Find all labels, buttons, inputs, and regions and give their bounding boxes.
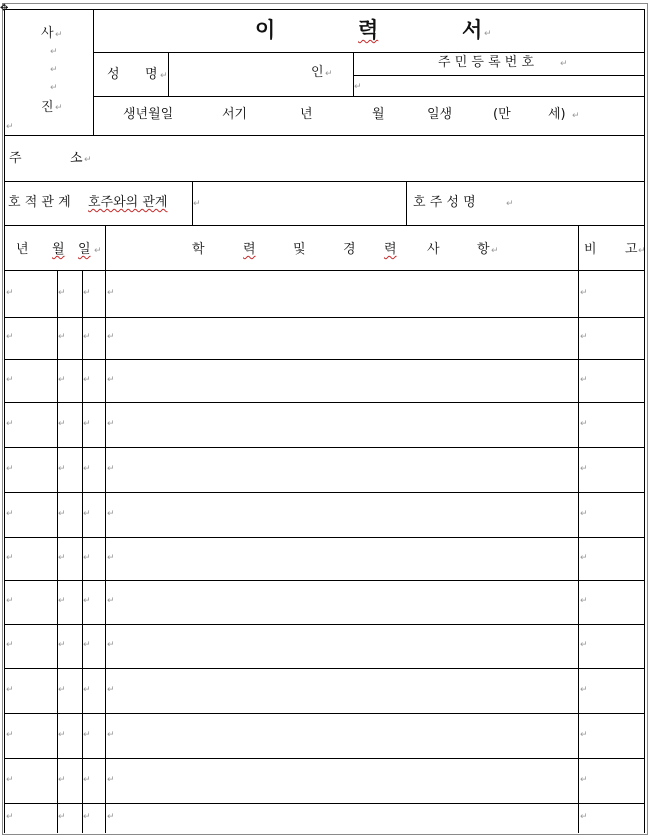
- paragraph-mark: ↵: [58, 375, 66, 385]
- history-col-note-b: 고: [625, 242, 638, 257]
- history-day-cell[interactable]: [82, 625, 105, 668]
- paragraph-mark: ↵: [193, 199, 201, 209]
- paragraph-mark: ↵: [484, 29, 492, 39]
- history-col-year: 년: [16, 242, 29, 257]
- history-day-cell[interactable]: [82, 271, 105, 317]
- table-row: [0, 625, 650, 668]
- paragraph-mark: ↵: [83, 288, 91, 298]
- history-month-cell[interactable]: [57, 759, 82, 803]
- paragraph-mark: ↵: [6, 685, 14, 695]
- history-month-cell[interactable]: [57, 625, 82, 668]
- border-top: [4, 9, 644, 10]
- paragraph-mark: ↵: [55, 30, 63, 40]
- table-row: [0, 714, 650, 758]
- paragraph-mark: ↵: [83, 596, 91, 606]
- paragraph-mark: ↵: [55, 103, 63, 113]
- paragraph-mark: ↵: [50, 65, 58, 75]
- birth-era: 서기: [222, 107, 248, 122]
- table-row: [0, 669, 650, 713]
- history-year-cell[interactable]: [5, 581, 57, 624]
- birth-year: 년: [300, 107, 313, 122]
- paragraph-mark: ↵: [6, 288, 14, 298]
- history-year-cell[interactable]: [5, 448, 57, 492]
- table-row: [0, 403, 650, 447]
- history-month-cell[interactable]: [57, 403, 82, 447]
- id-number-label: 주 민 등 록 번 호: [438, 55, 535, 70]
- photo-label-2: 진: [41, 100, 54, 115]
- paragraph-mark: ↵: [58, 464, 66, 474]
- head-name-field[interactable]: [515, 184, 640, 222]
- photo-divider: [93, 9, 94, 136]
- paragraph-mark: ↵: [107, 288, 115, 298]
- paragraph-mark: ↵: [107, 730, 115, 740]
- history-year-cell[interactable]: [5, 360, 57, 402]
- paragraph-mark: ↵: [6, 375, 14, 385]
- table-row: [0, 804, 650, 833]
- paragraph-mark: ↵: [83, 419, 91, 429]
- paragraph-mark: ↵: [58, 419, 66, 429]
- paragraph-mark: ↵: [107, 419, 115, 429]
- paragraph-mark: ↵: [83, 775, 91, 785]
- history-day-cell[interactable]: [82, 538, 105, 580]
- paragraph-mark: ↵: [84, 155, 92, 165]
- history-month-cell[interactable]: [57, 538, 82, 580]
- history-day-cell[interactable]: [82, 318, 105, 359]
- paragraph-mark: ↵: [354, 82, 362, 92]
- history-year-cell[interactable]: [5, 493, 57, 537]
- history-desc-cell[interactable]: [106, 318, 578, 359]
- history-col-month: 월: [52, 242, 65, 257]
- history-year-cell[interactable]: [5, 318, 57, 359]
- history-day-cell[interactable]: [82, 493, 105, 537]
- history-note-cell[interactable]: [579, 581, 644, 624]
- history-desc-cell[interactable]: [106, 625, 578, 668]
- seal-label: 인: [311, 65, 324, 80]
- paragraph-mark: ↵: [83, 730, 91, 740]
- history-month-cell[interactable]: [57, 360, 82, 402]
- history-year-cell[interactable]: [5, 714, 57, 758]
- birth-day: 일생: [427, 107, 453, 122]
- paragraph-mark: ↵: [107, 464, 115, 474]
- paragraph-mark: ↵: [58, 332, 66, 342]
- paragraph-mark: ↵: [94, 246, 102, 256]
- history-desc-cell[interactable]: [106, 403, 578, 447]
- anchor-mark: ✥: [0, 3, 9, 14]
- history-day-cell[interactable]: [82, 581, 105, 624]
- paragraph-mark: ↵: [58, 812, 66, 822]
- title-char-3: 서: [462, 18, 483, 42]
- paragraph-mark: ↵: [491, 246, 499, 256]
- history-day-cell[interactable]: [82, 759, 105, 803]
- table-row: [0, 318, 650, 359]
- paragraph-mark: ↵: [6, 596, 14, 606]
- photo-label-1: 사: [41, 26, 54, 41]
- paragraph-mark: ↵: [580, 685, 588, 695]
- paragraph-mark: ↵: [58, 640, 66, 650]
- history-desc-cell[interactable]: [106, 448, 578, 492]
- registry-label: 호 적 관 계: [8, 195, 71, 210]
- name-label-divider: [168, 52, 169, 96]
- id-number-rule: [353, 75, 644, 76]
- paragraph-mark: ↵: [58, 775, 66, 785]
- table-row: [0, 581, 650, 624]
- paragraph-mark: ↵: [506, 199, 514, 209]
- history-note-cell[interactable]: [579, 669, 644, 713]
- history-desc-char-1: 학: [192, 242, 205, 257]
- history-desc-cell[interactable]: [106, 271, 578, 317]
- paragraph-mark: ↵: [6, 419, 14, 429]
- paragraph-mark: ↵: [107, 553, 115, 563]
- address-field[interactable]: [96, 138, 640, 178]
- history-note-cell[interactable]: [579, 538, 644, 580]
- paragraph-mark: ↵: [638, 246, 646, 256]
- history-note-cell[interactable]: [579, 759, 644, 803]
- paragraph-mark: ↵: [50, 83, 58, 93]
- paragraph-mark: ↵: [83, 464, 91, 474]
- paragraph-mark: ↵: [580, 775, 588, 785]
- paragraph-mark: ↵: [107, 596, 115, 606]
- paragraph-mark: ↵: [6, 122, 14, 132]
- history-note-cell[interactable]: [579, 403, 644, 447]
- paragraph-mark: ↵: [580, 375, 588, 385]
- paragraph-mark: ↵: [6, 812, 14, 822]
- paragraph-mark: ↵: [580, 332, 588, 342]
- history-day-cell[interactable]: [82, 804, 105, 833]
- paragraph-mark: ↵: [6, 553, 14, 563]
- name-label-a: 성: [107, 67, 120, 82]
- history-month-cell[interactable]: [57, 804, 82, 833]
- id-number-field[interactable]: [362, 77, 640, 95]
- paragraph-mark: ↵: [83, 685, 91, 695]
- paragraph-mark: ↵: [83, 812, 91, 822]
- history-month-cell[interactable]: [57, 581, 82, 624]
- paragraph-mark: ↵: [6, 332, 14, 342]
- paragraph-mark: ↵: [325, 69, 333, 79]
- title-char-1: 이: [255, 18, 276, 42]
- paragraph-mark: ↵: [6, 730, 14, 740]
- relation-field[interactable]: [200, 184, 400, 222]
- history-desc-cell[interactable]: [106, 804, 578, 833]
- paragraph-mark: ↵: [6, 464, 14, 474]
- history-note-cell[interactable]: [579, 804, 644, 833]
- paragraph-mark: ↵: [580, 596, 588, 606]
- paragraph-mark: ↵: [107, 775, 115, 785]
- history-year-cell[interactable]: [5, 271, 57, 317]
- paragraph-mark: ↵: [580, 288, 588, 298]
- history-desc-cell[interactable]: [106, 759, 578, 803]
- paragraph-mark: ↵: [580, 419, 588, 429]
- history-note-cell[interactable]: [579, 448, 644, 492]
- paragraph-mark: ↵: [107, 812, 115, 822]
- birth-age-close: 세): [548, 107, 566, 122]
- table-row: [0, 271, 650, 317]
- table-row: [0, 759, 650, 803]
- history-day-cell[interactable]: [82, 714, 105, 758]
- head-name-divider: [406, 181, 407, 225]
- head-name-label: 호 주 성 명: [413, 195, 476, 210]
- paragraph-mark: ↵: [107, 640, 115, 650]
- history-year-cell[interactable]: [5, 403, 57, 447]
- history-month-cell[interactable]: [57, 271, 82, 317]
- registry-rule: [4, 225, 644, 226]
- history-note-cell[interactable]: [579, 318, 644, 359]
- paragraph-mark: ↵: [107, 685, 115, 695]
- history-desc-cell[interactable]: [106, 493, 578, 537]
- history-month-cell[interactable]: [57, 493, 82, 537]
- paragraph-mark: ↵: [580, 730, 588, 740]
- paragraph-mark: ↵: [83, 640, 91, 650]
- history-day-cell[interactable]: [82, 360, 105, 402]
- paragraph-mark: ↵: [580, 464, 588, 474]
- name-rule: [93, 96, 644, 97]
- history-month-cell[interactable]: [57, 448, 82, 492]
- paragraph-mark: ↵: [560, 59, 568, 69]
- address-label-a: 주: [9, 151, 22, 166]
- history-month-cell[interactable]: [57, 318, 82, 359]
- paragraph-mark: ↵: [58, 685, 66, 695]
- paragraph-mark: ↵: [58, 509, 66, 519]
- paragraph-mark: ↵: [50, 47, 58, 57]
- paragraph-mark: ↵: [580, 812, 588, 822]
- history-note-cell[interactable]: [579, 360, 644, 402]
- birth-month: 월: [372, 107, 385, 122]
- paragraph-mark: ↵: [107, 375, 115, 385]
- name-label-b: 명: [145, 67, 158, 82]
- history-year-cell[interactable]: [5, 625, 57, 668]
- history-day-cell[interactable]: [82, 669, 105, 713]
- paragraph-mark: ↵: [83, 375, 91, 385]
- paragraph-mark: ↵: [580, 509, 588, 519]
- table-row: [0, 493, 650, 537]
- history-day-cell[interactable]: [82, 448, 105, 492]
- paragraph-mark: ↵: [58, 596, 66, 606]
- history-desc-char-6: 사: [427, 242, 440, 257]
- birth-label: 생년월일: [123, 107, 174, 122]
- paragraph-mark: ↵: [58, 730, 66, 740]
- paragraph-mark: ↵: [6, 640, 14, 650]
- history-note-cell[interactable]: [579, 625, 644, 668]
- history-year-cell[interactable]: [5, 669, 57, 713]
- history-desc-char-3: 및: [293, 242, 306, 257]
- paragraph-mark: ↵: [83, 553, 91, 563]
- paragraph-mark: ↵: [58, 553, 66, 563]
- table-row: [0, 448, 650, 492]
- paragraph-mark: ↵: [572, 111, 580, 121]
- history-desc-cell[interactable]: [106, 669, 578, 713]
- paragraph-mark: ↵: [580, 553, 588, 563]
- history-year-cell[interactable]: [5, 759, 57, 803]
- history-desc-cell[interactable]: [106, 538, 578, 580]
- title-char-2: 력: [358, 18, 379, 42]
- history-col-note-a: 비: [584, 242, 597, 257]
- history-desc-cell[interactable]: [106, 360, 578, 402]
- birth-rule: [4, 135, 644, 136]
- paragraph-mark: ↵: [580, 640, 588, 650]
- paragraph-mark: ↵: [6, 775, 14, 785]
- paragraph-mark: ↵: [58, 288, 66, 298]
- table-row: [0, 538, 650, 580]
- history-desc-char-7: 항: [477, 242, 490, 257]
- history-month-cell[interactable]: [57, 669, 82, 713]
- paragraph-mark: ↵: [160, 71, 168, 81]
- history-note-cell[interactable]: [579, 714, 644, 758]
- history-desc-char-4: 경: [343, 242, 356, 257]
- history-desc-char-2: 력: [243, 242, 256, 257]
- address-rule: [4, 181, 644, 182]
- address-label-b: 소: [70, 151, 83, 166]
- history-col-day: 일: [78, 242, 91, 257]
- title-rule: [93, 52, 644, 53]
- birth-age-open: (만: [493, 107, 511, 122]
- history-desc-cell[interactable]: [106, 581, 578, 624]
- history-desc-cell[interactable]: [106, 714, 578, 758]
- history-year-cell[interactable]: [5, 804, 57, 833]
- name-value-field[interactable]: [170, 54, 305, 94]
- paragraph-mark: ↵: [107, 332, 115, 342]
- history-year-cell[interactable]: [5, 538, 57, 580]
- history-day-cell[interactable]: [82, 403, 105, 447]
- table-row: [0, 360, 650, 402]
- history-desc-char-5: 력: [384, 242, 397, 257]
- history-note-cell[interactable]: [579, 493, 644, 537]
- paragraph-mark: ↵: [6, 509, 14, 519]
- relation-label: 호주와의 관계: [88, 195, 168, 210]
- history-month-cell[interactable]: [57, 714, 82, 758]
- paragraph-mark: ↵: [83, 332, 91, 342]
- history-note-cell[interactable]: [579, 271, 644, 317]
- paragraph-mark: ↵: [83, 509, 91, 519]
- paragraph-mark: ↵: [107, 509, 115, 519]
